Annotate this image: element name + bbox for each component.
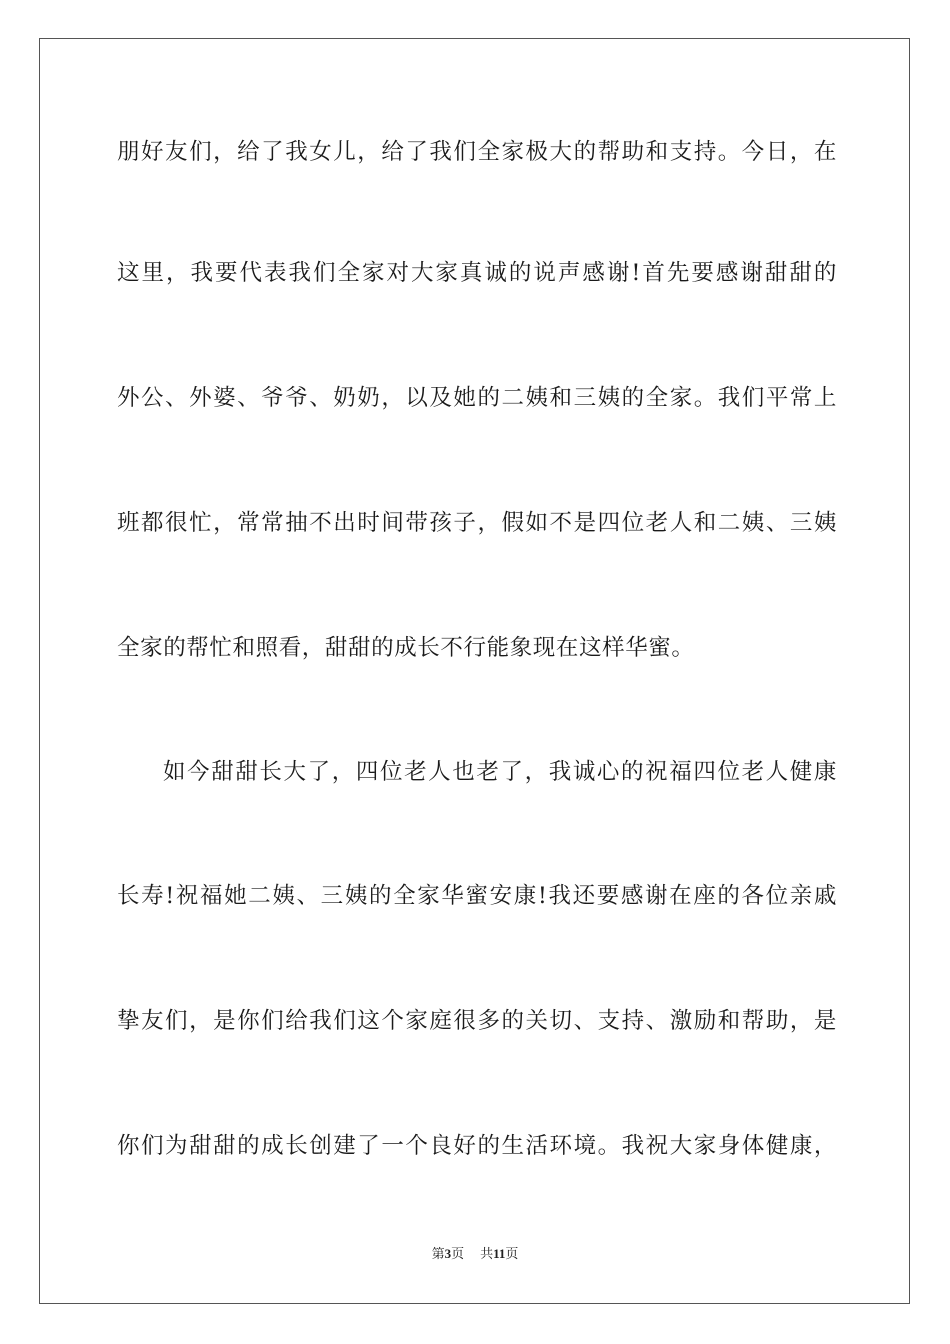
paragraph-line-6: 如今甜甜长大了，四位老人也老了，我诚心的祝福四位老人健康 (163, 759, 837, 785)
paragraph-line-1: 朋好友们，给了我女儿，给了我们全家极大的帮助和支持。今日，在 (117, 139, 837, 165)
total-suffix: 页 (505, 1247, 519, 1262)
total-prefix: 共 (480, 1247, 494, 1262)
paragraph-line-3: 外公、外婆、爷爷、奶奶，以及她的二姨和三姨的全家。我们平常上 (117, 385, 837, 411)
page-border (39, 38, 910, 1304)
total-pages: 11 (493, 1246, 506, 1261)
paragraph-line-2: 这里，我要代表我们全家对大家真诚的说声感谢!首先要感谢甜甜的 (117, 260, 837, 286)
page-suffix: 页 (451, 1247, 465, 1262)
paragraph-line-8: 挚友们，是你们给我们这个家庭很多的关切、支持、激励和帮助，是 (117, 1008, 837, 1034)
paragraph-line-7: 长寿!祝福她二姨、三姨的全家华蜜安康!我还要感谢在座的各位亲戚 (117, 883, 837, 909)
page-number: 3 (444, 1246, 452, 1261)
paragraph-line-4: 班都很忙，常常抽不出时间带孩子，假如不是四位老人和二姨、三姨 (117, 510, 837, 536)
page-footer (0, 1245, 950, 1264)
paragraph-line-5: 全家的帮忙和照看，甜甜的成长不行能象现在这样华蜜。 (117, 635, 695, 661)
page-prefix: 第 (431, 1247, 445, 1262)
paragraph-line-9: 你们为甜甜的成长创建了一个良好的生活环境。我祝大家身体健康， (117, 1133, 837, 1159)
